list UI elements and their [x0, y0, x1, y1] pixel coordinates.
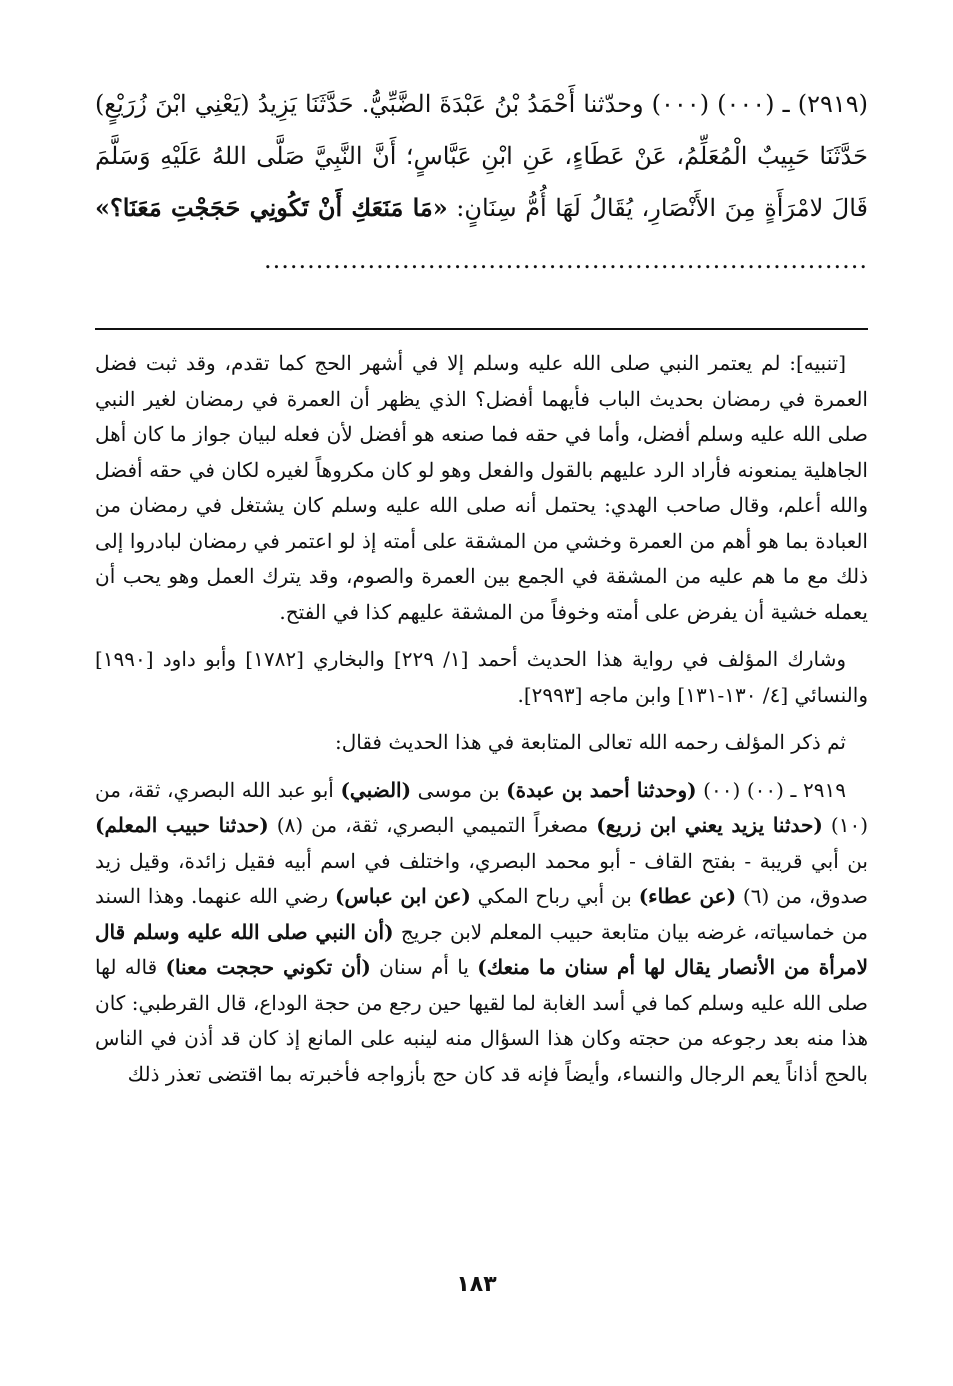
separator-rule [95, 328, 868, 330]
text-run: بن موسى [411, 777, 507, 802]
hadith-isnad-matn: وحدّثنا أَحْمَدُ بْنُ عَبْدَةَ الضَّبِّيُّ. حَدَّثَنَا يَزِيدُ (يَعْنِي ابْنَ زُرَيْعٍ) حَدَّثَنَا حَبِيبٌ الْمُعَلِّمُ، عَنْ عَطَاءٍ، عَنِ ابْنِ عَبَّاسٍ؛ أَنَّ النَّبِيَّ صَلَّى اللهُ عَلَيْهِ وَسَلَّمَ قَالَ لامْرَأَةٍ مِنَ الأَنْصَارِ، يُقَالُ لَهَا أُمُّ سِنَانٍ: [95, 90, 869, 222]
bold-run: (أن النبي صلى الله عليه وسلم قال لامرأة من الأنصار يقال لها أم سنان ما منعك) [95, 919, 868, 979]
text-run: ٢٩١٩ ـ (٠٠) (٠٠) [696, 777, 846, 802]
bold-run: (عن عطاء) [638, 884, 737, 908]
text-run: قاله لها صلى الله عليه وسلم كما في أسد الغابة لما لقيها حين رجع من حجة الوداع، قال القرطبي: كان هذا منه بعد رجوعه من حجته وكان هذا السؤال منه لينبه على المانع إذ كان قد أذن في الناس بالحج أذاناً يعم الرجال والنساء، وأيضاً فإنه قد كان حج بأزواجه فأخبرته بما اقتضى تعذر ذلك [95, 955, 868, 1086]
text-run: رضي الله عنهما. وهذا السند من خماسياته، غرضه بيان متابعة حبيب المعلم لابن جريج [95, 884, 868, 944]
commentary-sources: وشارك المؤلف في رواية هذا الحديث أحمد [١/ ٢٢٩] والبخاري [١٧٨٢] وأبو داود [١٩٩٠] والنسائي [٤/ ١٣٠-١٣١] وابن ماجه [٢٩٩٣]. [95, 647, 868, 707]
page-number: ١٨٣ [456, 1272, 497, 1297]
hadith-number: (٢٩١٩) ـ (٠٠٠) (٠٠٠) [651, 90, 868, 118]
hadith-dots: ...................................................................... [263, 246, 868, 274]
bold-run: (الضبي) [340, 777, 412, 802]
hadith-quote: «مَا مَنَعَكِ أَنْ تَكُونِي حَجَجْتِ مَعَنَا؟» [95, 193, 448, 222]
page-content [95, 78, 868, 1104]
hadith-text [95, 78, 868, 286]
text-run: مصغراً التميمي البصري، ثقة، من (٨) [268, 813, 597, 837]
commentary-mutabaa [95, 773, 868, 1093]
commentary [95, 346, 868, 1092]
text-run: أبو عبد الله البصري، ثقة، من (١٠) [95, 777, 869, 837]
bold-run: (أن تكوني حججت معنا) [165, 955, 371, 979]
bold-run: (وحدثنا أحمد بن عبدة) [506, 777, 697, 802]
bold-run: (حدثنا حبيب المعلم) [95, 813, 269, 837]
bold-run: (عن ابن عباس) [334, 884, 471, 908]
commentary-note: [تنبيه]: لم يعتمر النبي صلى الله عليه وسلم إلا في أشهر الحج كما تقدم، وقد ثبت فضل العمرة في رمضان بحديث الباب فأيهما أفضل؟ الذي يظهر أن العمرة في رمضان لغير النبي صلى الله عليه وسلم أفضل، وأما في حقه فما صنعه هو أفضل لأن فعله لبيان جواز ما كان أهل الجاهلية يمنعونه فأراد الرد عليهم بالقول والفعل وهو لو كان مكروهاً لغيره لكان في حقه أفضل والله أعلم، وقال صاحب الهدي: يحتمل أنه صلى الله عليه وسلم كان يشتغل في رمضان من العبادة بما هو أهم من العمرة وخشي من المشقة على أمته إذ لو اعتمر في رمضان لبادروا إلى ذلك مع ما هم عليه من المشقة في الجمع بين العمرة والصوم، وقد يترك العمل وهو يحب أن يعمله خشية أن يفرض على أمته وخوفاً من المشقة عليهم كذا في الفتح. [95, 351, 868, 624]
text-run: بن أبي قريبة - بفتح القاف - أبو محمد البصري، واختلف في اسم أبيه فقيل زائدة، وقيل زيد صدوق، من (٦) [95, 848, 868, 908]
text-run: يا أم سنان [370, 955, 478, 979]
commentary-intro: ثم ذكر المؤلف رحمه الله تعالى المتابعة في هذا الحديث فقال: [334, 730, 846, 754]
text-run: بن أبي رباح المكي [470, 884, 639, 908]
bold-run: (حدثنا يزيد يعني ابن زريع) [596, 813, 823, 837]
